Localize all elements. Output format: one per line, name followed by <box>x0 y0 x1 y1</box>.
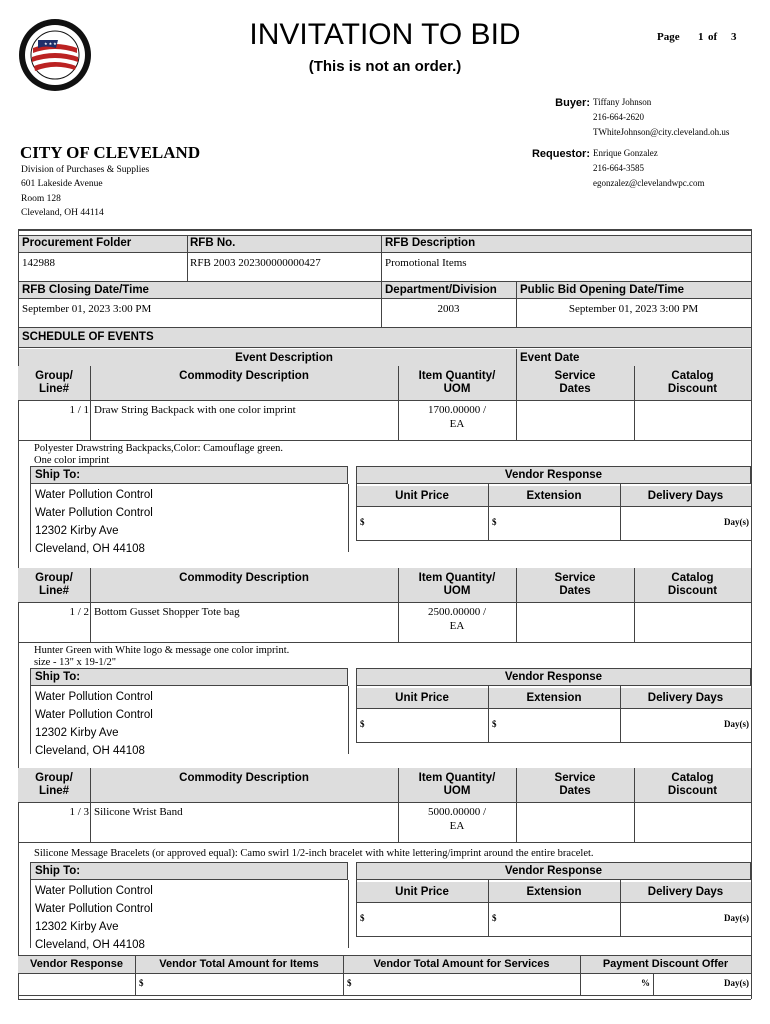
extension-label-1: Extension <box>526 490 582 502</box>
item-notes-1: One color imprint <box>34 455 110 466</box>
event-date-label: Event Date <box>520 352 580 364</box>
org-street: 601 Lakeside Avenue <box>21 179 103 189</box>
unit-price-label-3: Unit Price <box>395 886 449 898</box>
ship-to-line-2: Water Pollution Control <box>35 691 153 703</box>
extension-label-3: Extension <box>526 886 582 898</box>
service-dates-header: Service <box>554 370 596 382</box>
service-dates-header: Service <box>554 772 596 784</box>
item-quantity-1: 1700.00000 / <box>427 404 487 416</box>
quantity-header: Item Quantity/ <box>418 772 496 784</box>
closing-value: September 01, 2023 3:00 PM <box>22 303 152 315</box>
ship-to-border <box>30 484 31 552</box>
catalog-discount-header: Discount <box>667 383 718 395</box>
footer-total-items-label: Vendor Total Amount for Items <box>159 958 319 970</box>
group-line-header: Line# <box>38 585 70 597</box>
row-divider <box>18 802 751 803</box>
unit-price-field-1: $ <box>360 517 365 527</box>
vendor-row-line <box>356 902 751 903</box>
closing-label: RFB Closing Date/Time <box>22 284 149 296</box>
row-divider <box>18 400 751 401</box>
group-line-header: Group/ <box>35 572 73 584</box>
commodity-header: Commodity Description <box>179 370 309 382</box>
ship-to-line-1: Water Pollution Control <box>35 507 153 519</box>
footer-items-amount: $ <box>139 978 144 988</box>
item-notes-2: Hunter Green with White logo & message one color imprint. <box>34 645 290 656</box>
uom-header: UOM <box>443 585 471 597</box>
commodity-description-3: Silicone Wrist Band <box>94 806 183 818</box>
catalog-discount-header: Catalog <box>671 572 714 584</box>
procurement-folder-value: 142988 <box>22 257 55 269</box>
item-quantity-3: 5000.00000 / <box>427 806 487 818</box>
vendor-response-label-1: Vendor Response <box>504 469 603 481</box>
requestor-phone: 216-664-3585 <box>593 163 644 173</box>
department-value: 2003 <box>437 303 460 315</box>
quantity-header: Item Quantity/ <box>418 572 496 584</box>
item-uom-1: EA <box>449 418 465 430</box>
buyer-name: Tiffany Johnson <box>593 97 652 107</box>
group-line-header: Group/ <box>35 370 73 382</box>
ship-to-line-3: Cleveland, OH 44108 <box>35 939 145 951</box>
rfb-no-value: RFB 2003 202300000000427 <box>190 257 321 269</box>
line-number-3: 1 / 3 <box>69 806 89 818</box>
group-line-header: Line# <box>38 383 70 395</box>
ship-to-line-1: Water Pollution Control <box>35 489 153 501</box>
footer-vendor-response-label: Vendor Response <box>30 958 123 970</box>
footer-total-services-label: Vendor Total Amount for Services <box>373 958 550 970</box>
delivery-days-label-3: Delivery Days <box>647 886 724 898</box>
vendor-response-label-2: Vendor Response <box>504 671 603 683</box>
line-number-1: 1 / 1 <box>69 404 89 416</box>
service-dates-header: Dates <box>559 585 591 597</box>
unit-price-field-3: $ <box>360 913 365 923</box>
vendor-row-line <box>356 506 751 507</box>
item-uom-2: EA <box>449 620 465 632</box>
ship-to-border <box>348 880 349 948</box>
requestor-name: Enrique Gonzalez <box>593 148 658 158</box>
commodity-header: Commodity Description <box>179 772 309 784</box>
ship-to-border <box>30 880 31 948</box>
unit-price-label-2: Unit Price <box>395 692 449 704</box>
rfb-description-value: Promotional Items <box>385 257 467 269</box>
footer-line <box>18 995 751 996</box>
footer-discount-percent: % <box>641 978 650 988</box>
ship-to-label-2: Ship To: <box>35 671 81 683</box>
opening-label: Public Bid Opening Date/Time <box>520 284 685 296</box>
page-subtitle: (This is not an order.) <box>308 58 462 75</box>
org-city: Cleveland, OH 44114 <box>21 208 104 218</box>
footer-discount-days: Day(s) <box>724 978 749 988</box>
service-dates-header: Service <box>554 572 596 584</box>
page-title: INVITATION TO BID <box>249 18 521 51</box>
uom-header: UOM <box>443 383 471 395</box>
footer-services-amount: $ <box>347 978 352 988</box>
ship-to-line-2: Cleveland, OH 44108 <box>35 745 145 757</box>
unit-price-label-1: Unit Price <box>395 490 449 502</box>
row-divider <box>18 642 751 643</box>
vendor-row-line <box>356 742 751 743</box>
delivery-days-field-2: Day(s) <box>724 719 749 729</box>
ship-to-line-1: Cleveland, OH 44108 <box>35 543 145 555</box>
footer-discount-label: Payment Discount Offer <box>602 958 729 970</box>
quantity-header: Item Quantity/ <box>418 370 496 382</box>
extension-field-1: $ <box>492 517 497 527</box>
department-label: Department/Division <box>385 284 497 296</box>
ship-to-border <box>348 686 349 754</box>
requestor-email: egonzalez@clevelandwpc.com <box>593 178 705 188</box>
extension-field-3: $ <box>492 913 497 923</box>
event-description-label: Event Description <box>235 352 333 364</box>
page-of: of <box>708 31 718 43</box>
buyer-phone: 216-664-2620 <box>593 112 644 122</box>
unit-price-field-2: $ <box>360 719 365 729</box>
delivery-days-field-1: Day(s) <box>724 517 749 527</box>
commodity-header: Commodity Description <box>179 572 309 584</box>
footer-line <box>18 999 751 1000</box>
page-label: Page <box>657 31 680 43</box>
org-room: Room 128 <box>21 194 61 204</box>
ship-to-label-1: Ship To: <box>35 469 81 481</box>
buyer-email: TWhiteJohnson@city.cleveland.oh.us <box>593 127 730 137</box>
row-divider <box>18 602 751 603</box>
item-notes-2: size - 13" x 19-1/2" <box>34 657 117 668</box>
vendor-row-line <box>356 936 751 937</box>
delivery-days-label-2: Delivery Days <box>647 692 724 704</box>
ship-to-line-1: 12302 Kirby Ave <box>35 525 119 537</box>
group-line-header: Group/ <box>35 772 73 784</box>
ship-to-line-3: Water Pollution Control <box>35 885 153 897</box>
footer-line <box>18 955 751 956</box>
row-divider <box>18 842 751 843</box>
buyer-label: Buyer: <box>555 97 590 109</box>
row-divider <box>18 440 751 441</box>
line-number-2: 1 / 2 <box>69 606 89 618</box>
item-quantity-2: 2500.00000 / <box>427 606 487 618</box>
ship-to-border <box>348 484 349 552</box>
ship-to-line-2: Water Pollution Control <box>35 709 153 721</box>
item-notes-3: Silicone Message Bracelets (or approved equal): Camo swirl 1/2-inch bracelet with white lettering/imprint around the entire bracelet. <box>34 848 594 859</box>
footer-line <box>18 973 751 974</box>
item-notes-1: Polyester Drawstring Backpacks,Color: Camouflage green. <box>34 443 284 454</box>
delivery-days-field-3: Day(s) <box>724 913 749 923</box>
page-total: 3 <box>731 31 737 43</box>
page-current: 1 <box>698 31 704 43</box>
svg-text:★ ★ ★: ★ ★ ★ <box>44 41 57 46</box>
catalog-discount-header: Discount <box>667 585 718 597</box>
vendor-row-line <box>356 708 751 709</box>
delivery-days-label-1: Delivery Days <box>647 490 724 502</box>
catalog-discount-header: Discount <box>667 785 718 797</box>
organization-name: CITY OF CLEVELAND <box>20 143 201 162</box>
commodity-description-2: Bottom Gusset Shopper Tote bag <box>94 606 240 618</box>
group-line-header: Line# <box>38 785 70 797</box>
procurement-folder-label: Procurement Folder <box>22 237 132 249</box>
ship-to-line-3: 12302 Kirby Ave <box>35 921 119 933</box>
ship-to-border <box>30 686 31 754</box>
requestor-label: Requestor: <box>531 148 590 160</box>
schedule-title: SCHEDULE OF EVENTS <box>22 331 154 343</box>
vendor-response-label-3: Vendor Response <box>504 865 603 877</box>
uom-header: UOM <box>443 785 471 797</box>
catalog-discount-header: Catalog <box>671 370 714 382</box>
commodity-description-1: Draw String Backpack with one color imprint <box>94 404 296 416</box>
ship-to-line-3: Water Pollution Control <box>35 903 153 915</box>
service-dates-header: Dates <box>559 785 591 797</box>
org-division: Division of Purchases & Supplies <box>21 165 150 175</box>
rfb-description-label: RFB Description <box>385 237 476 249</box>
item-uom-3: EA <box>449 820 465 832</box>
opening-value: September 01, 2023 3:00 PM <box>568 303 699 315</box>
rfb-no-label: RFB No. <box>190 237 236 249</box>
catalog-discount-header: Catalog <box>671 772 714 784</box>
ship-to-line-2: 12302 Kirby Ave <box>35 727 119 739</box>
ship-to-label-3: Ship To: <box>35 865 81 877</box>
extension-field-2: $ <box>492 719 497 729</box>
service-dates-header: Dates <box>559 383 591 395</box>
vendor-row-line <box>356 540 751 541</box>
extension-label-2: Extension <box>526 692 582 704</box>
